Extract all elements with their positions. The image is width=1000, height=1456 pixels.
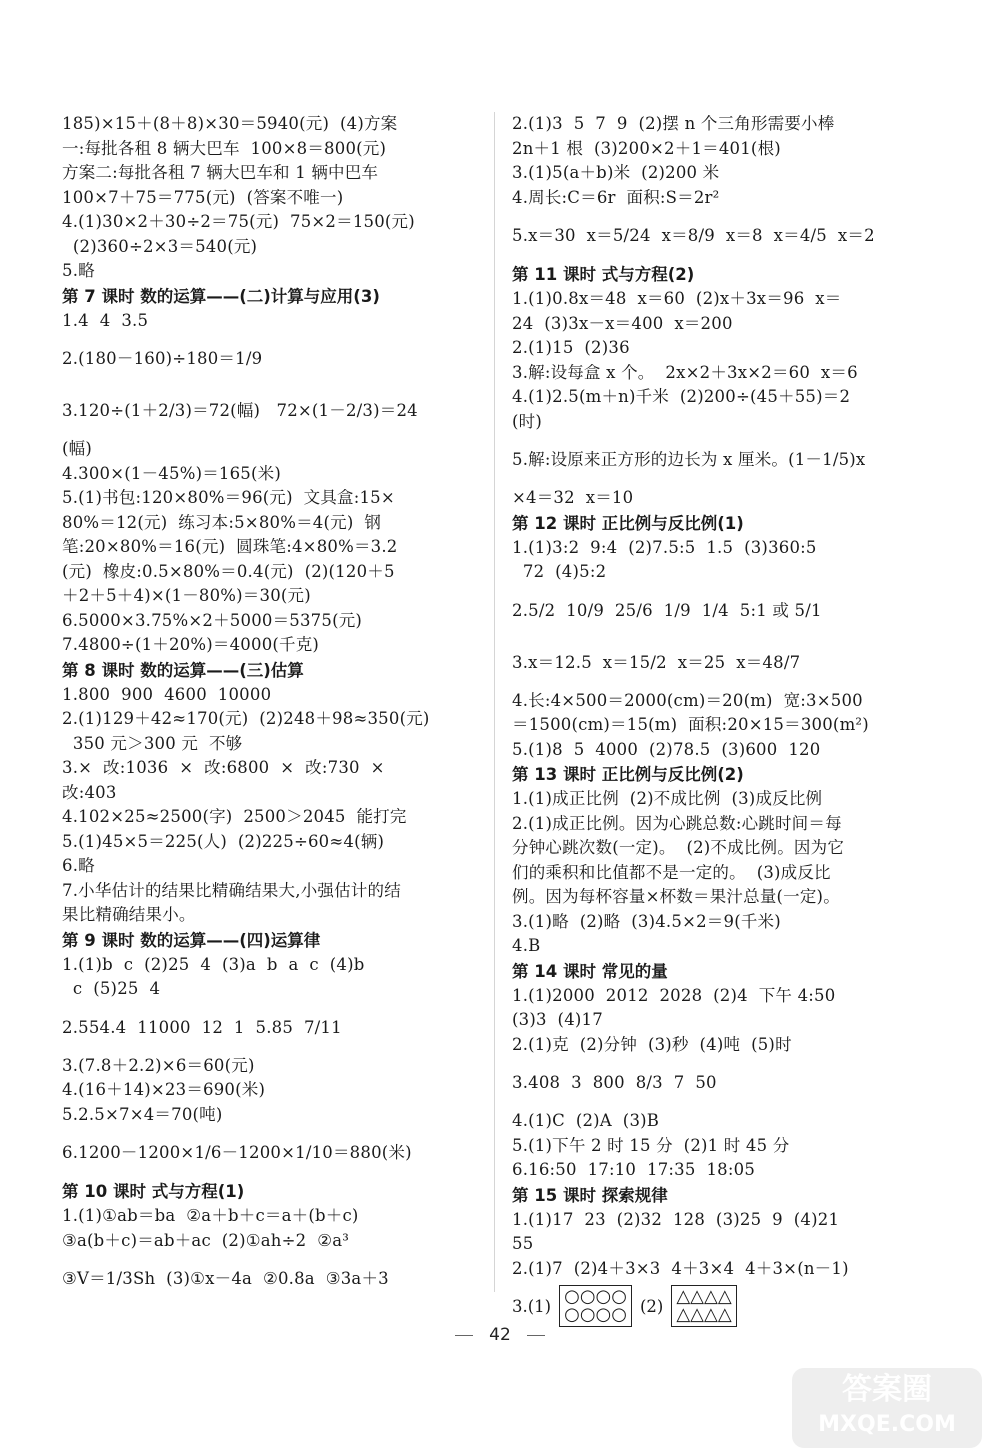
answer-line: 6.1200－1200×1/6－1200×1/10＝880(米) xyxy=(62,1143,412,1162)
answer-line: 3.× 改:1036 × 改:6800 × 改:730 × xyxy=(62,758,385,777)
answer-line: c (5)25 4 xyxy=(62,979,161,998)
pattern-answer-row xyxy=(512,1281,932,1331)
answer-line: 4.102×25≈2500(字) 2500＞2045 能打完 xyxy=(62,807,407,826)
page-number-text: 42 xyxy=(489,1325,511,1345)
lesson-heading: 第 12 课时 正比例与反比例(1) xyxy=(512,513,744,533)
answer-line: 2.5/2 10/9 25/6 1/9 1/4 5:1 或 5/1 xyxy=(512,600,822,620)
right-answer-column xyxy=(512,112,932,1331)
answer-line: 350 元＞300 元 不够 xyxy=(62,733,243,753)
lesson-heading: 第 15 课时 探索规律 xyxy=(512,1185,668,1205)
answer-line: ×4＝32 x＝10 xyxy=(512,488,634,507)
answer-line: (幅) xyxy=(62,439,92,458)
answer-line: 2.(1)3 5 7 9 (2)摆 n 个三角形需要小棒 xyxy=(512,114,835,133)
answer-line: 1.(1)2000 2012 2028 (2)4 下午 4:50 xyxy=(512,985,836,1005)
answer-line: 5.x＝30 x＝5/24 x＝8/9 x＝8 x＝4/5 x＝2 xyxy=(512,226,875,245)
circles-box: ○○○○ ○○○○ xyxy=(559,1285,632,1327)
watermark-logo xyxy=(792,1368,982,1448)
answer-line: 3.x＝12.5 x＝15/2 x＝25 x＝48/7 xyxy=(512,652,801,672)
answer-line: 5.解:设原来正方形的边长为 x 厘米。(1－1/5)x xyxy=(512,450,866,469)
lesson-heading: 第 11 课时 式与方程(2) xyxy=(512,265,695,284)
watermark-text-1: 答案圈 xyxy=(842,1372,932,1407)
watermark-text-2: MXQE.COM xyxy=(818,1412,956,1437)
lesson-heading: 第 14 课时 常见的量 xyxy=(512,961,668,981)
answer-line: 一:每批各租 8 辆大巴车 100×8＝800(元) xyxy=(62,138,387,158)
answer-line: 3.(1)略 (2)略 (3)4.5×2＝9(千米) xyxy=(512,911,781,931)
lesson-heading: 第 10 课时 式与方程(1) xyxy=(62,1182,245,1201)
answer-line: 72 (4)5:2 xyxy=(512,562,607,581)
answer-line: 5.略 xyxy=(62,261,95,280)
answer-line: ＝1500(cm)＝15(m) 面积:20×15＝300(m²) xyxy=(512,715,869,734)
answer-line: 3.120÷(1＋2/3)＝72(幅) 72×(1－2/3)＝24 xyxy=(62,401,418,420)
lesson-heading: 第 9 课时 数的运算——(四)运算律 xyxy=(62,930,321,950)
answer-line: 1.4 4 3.5 xyxy=(62,310,149,330)
answer-line: (时) xyxy=(512,411,542,431)
answer-line: 1.(1)17 23 (2)32 128 (3)25 9 (4)21 xyxy=(512,1209,840,1229)
answer-line: 5.2.5×7×4＝70(吨) xyxy=(62,1104,223,1124)
answer-line: 2.(1)成正比例。因为心跳总数:心跳时间＝每 xyxy=(512,813,842,833)
answer-line: 4.(16＋14)×23＝690(米) xyxy=(62,1080,266,1099)
answer-line: 6.5000×3.75%×2＋5000＝5375(元) xyxy=(62,610,363,630)
answer-line: 分钟心跳次数(一定)。 (2)不成比例。因为它 xyxy=(512,838,845,857)
answer-line: 2.(1)129＋42≈170(元) (2)248＋98≈350(元) xyxy=(62,709,430,728)
answer-line: 例。因为每杯容量×杯数＝果汁总量(一定)。 xyxy=(512,887,840,906)
pattern-answer-part2: (2) xyxy=(639,1296,664,1316)
answer-line: 2.(1)15 (2)36 xyxy=(512,338,630,357)
lesson-heading: 第 13 课时 正比例与反比例(2) xyxy=(512,765,744,784)
answer-line: 1.(1)0.8x＝48 x＝60 (2)x＋3x＝96 x＝ xyxy=(512,289,842,308)
answer-line: 4.(1)30×2＋30÷2＝75(元) 75×2＝150(元) xyxy=(62,212,415,231)
answer-line: 3.(1)5(a＋b)米 (2)200 米 xyxy=(512,163,720,182)
left-answer-column xyxy=(62,112,477,1305)
triangles-box: △△△△ △△△△ xyxy=(671,1285,736,1327)
answer-line: (3)3 (4)17 xyxy=(512,1010,603,1029)
answer-line: 4.长:4×500＝2000(cm)＝20(m) 宽:3×500 xyxy=(512,690,863,710)
answer-line: 1.(1)成正比例 (2)不成比例 (3)成反比例 xyxy=(512,789,823,808)
answer-line: 80%＝12(元) 练习本:5×80%＝4(元) 钢 xyxy=(62,512,382,532)
answer-line: 4.300×(1－45%)＝165(米) xyxy=(62,463,281,483)
answer-line: 3.解:设每盒 x 个。 2x×2＋3x×2＝60 x＝6 xyxy=(512,362,858,382)
answer-line: 2.(1)克 (2)分钟 (3)秒 (4)吨 (5)时 xyxy=(512,1034,792,1054)
answer-line: (元) 橡皮:0.5×80%＝0.4(元) (2)(120＋5 xyxy=(62,561,395,581)
answer-line: 改:403 xyxy=(62,782,117,802)
answer-line: 6.略 xyxy=(62,856,95,875)
pattern-answer-prefix: 3.(1) xyxy=(512,1296,552,1316)
answer-line: 5.(1)8 5 4000 (2)78.5 (3)600 120 xyxy=(512,739,821,759)
lesson-heading: 第 8 课时 数的运算——(三)估算 xyxy=(62,660,304,680)
answer-line: 1.(1)3:2 9:4 (2)7.5:5 1.5 (3)360:5 xyxy=(512,537,817,557)
page-number xyxy=(0,1325,1000,1345)
answer-line: 2.554.4 11000 12 1 5.85 7/11 xyxy=(62,1017,342,1037)
lesson-heading: 第 7 课时 数的运算——(二)计算与应用(3) xyxy=(62,286,380,306)
answer-line: 2.(1)7 (2)4＋3×3 4＋3×4 4＋3×(n－1) xyxy=(512,1258,849,1278)
answer-line: (2)360÷2×3＝540(元) xyxy=(62,236,258,256)
answer-line: 3.408 3 800 8/3 7 50 xyxy=(512,1073,717,1092)
answer-line: 4.(1)C (2)A (3)B xyxy=(512,1111,660,1130)
answer-line: 6.16:50 17:10 17:35 18:05 xyxy=(512,1160,756,1179)
answer-line: 4.B xyxy=(512,936,541,955)
answer-line: 2.(180－160)÷180＝1/9 xyxy=(62,349,263,368)
answer-line: 5.(1)下午 2 时 15 分 (2)1 时 45 分 xyxy=(512,1135,790,1155)
answer-line: ③a(b＋c)＝ab＋ac (2)①ah÷2 ②a³ xyxy=(62,1230,350,1250)
answer-line: 24 (3)3x－x＝400 x＝200 xyxy=(512,313,733,333)
answer-line: 3.(7.8＋2.2)×6＝60(元) xyxy=(62,1055,255,1075)
page-dash-left xyxy=(455,1335,473,1336)
answer-line: 方案二:每批各租 7 辆大巴车和 1 辆中巴车 xyxy=(62,163,379,182)
answer-line: 4.周长:C＝6r 面积:S＝2r² xyxy=(512,187,720,207)
answer-line: 2n＋1 根 (3)200×2＋1＝401(根) xyxy=(512,138,781,158)
answer-line: 5.(1)书包:120×80%＝96(元) 文具盒:15× xyxy=(62,488,395,507)
answer-line: 5.(1)45×5＝225(人) (2)225÷60≈4(辆) xyxy=(62,831,385,851)
answer-line: 7.4800÷(1＋20%)＝4000(千克) xyxy=(62,635,320,654)
answer-line: 1.(1)①ab＝ba ②a＋b＋c＝a＋(b＋c) xyxy=(62,1206,359,1225)
answer-line: 们的乘积和比值都不是一定的。 (3)成反比 xyxy=(512,862,831,882)
answer-line: 7.小华估计的结果比精确结果大,小强估计的结 xyxy=(62,880,401,900)
answer-line: 100×7＋75＝775(元) (答案不唯一) xyxy=(62,187,344,207)
answer-line: 4.(1)2.5(m＋n)千米 (2)200÷(45＋55)＝2 xyxy=(512,387,851,406)
answer-line: 55 xyxy=(512,1234,534,1253)
column-divider xyxy=(494,112,495,1292)
answer-line: ③V＝1/3Sh (3)①x－4a ②0.8a ③3a＋3 xyxy=(62,1269,389,1288)
answer-line: 1.(1)b c (2)25 4 (3)a b a c (4)b xyxy=(62,954,365,974)
answer-line: ＋2＋5＋4)×(1－80%)＝30(元) xyxy=(62,586,311,605)
answer-line: 笔:20×80%＝16(元) 圆珠笔:4×80%＝3.2 xyxy=(62,537,398,556)
answer-line: 1.800 900 4600 10000 xyxy=(62,684,272,704)
page-dash-right xyxy=(527,1335,545,1336)
answer-line: 185)×15＋(8＋8)×30＝5940(元) (4)方案 xyxy=(62,114,398,133)
answer-line: 果比精确结果小。 xyxy=(62,905,196,924)
